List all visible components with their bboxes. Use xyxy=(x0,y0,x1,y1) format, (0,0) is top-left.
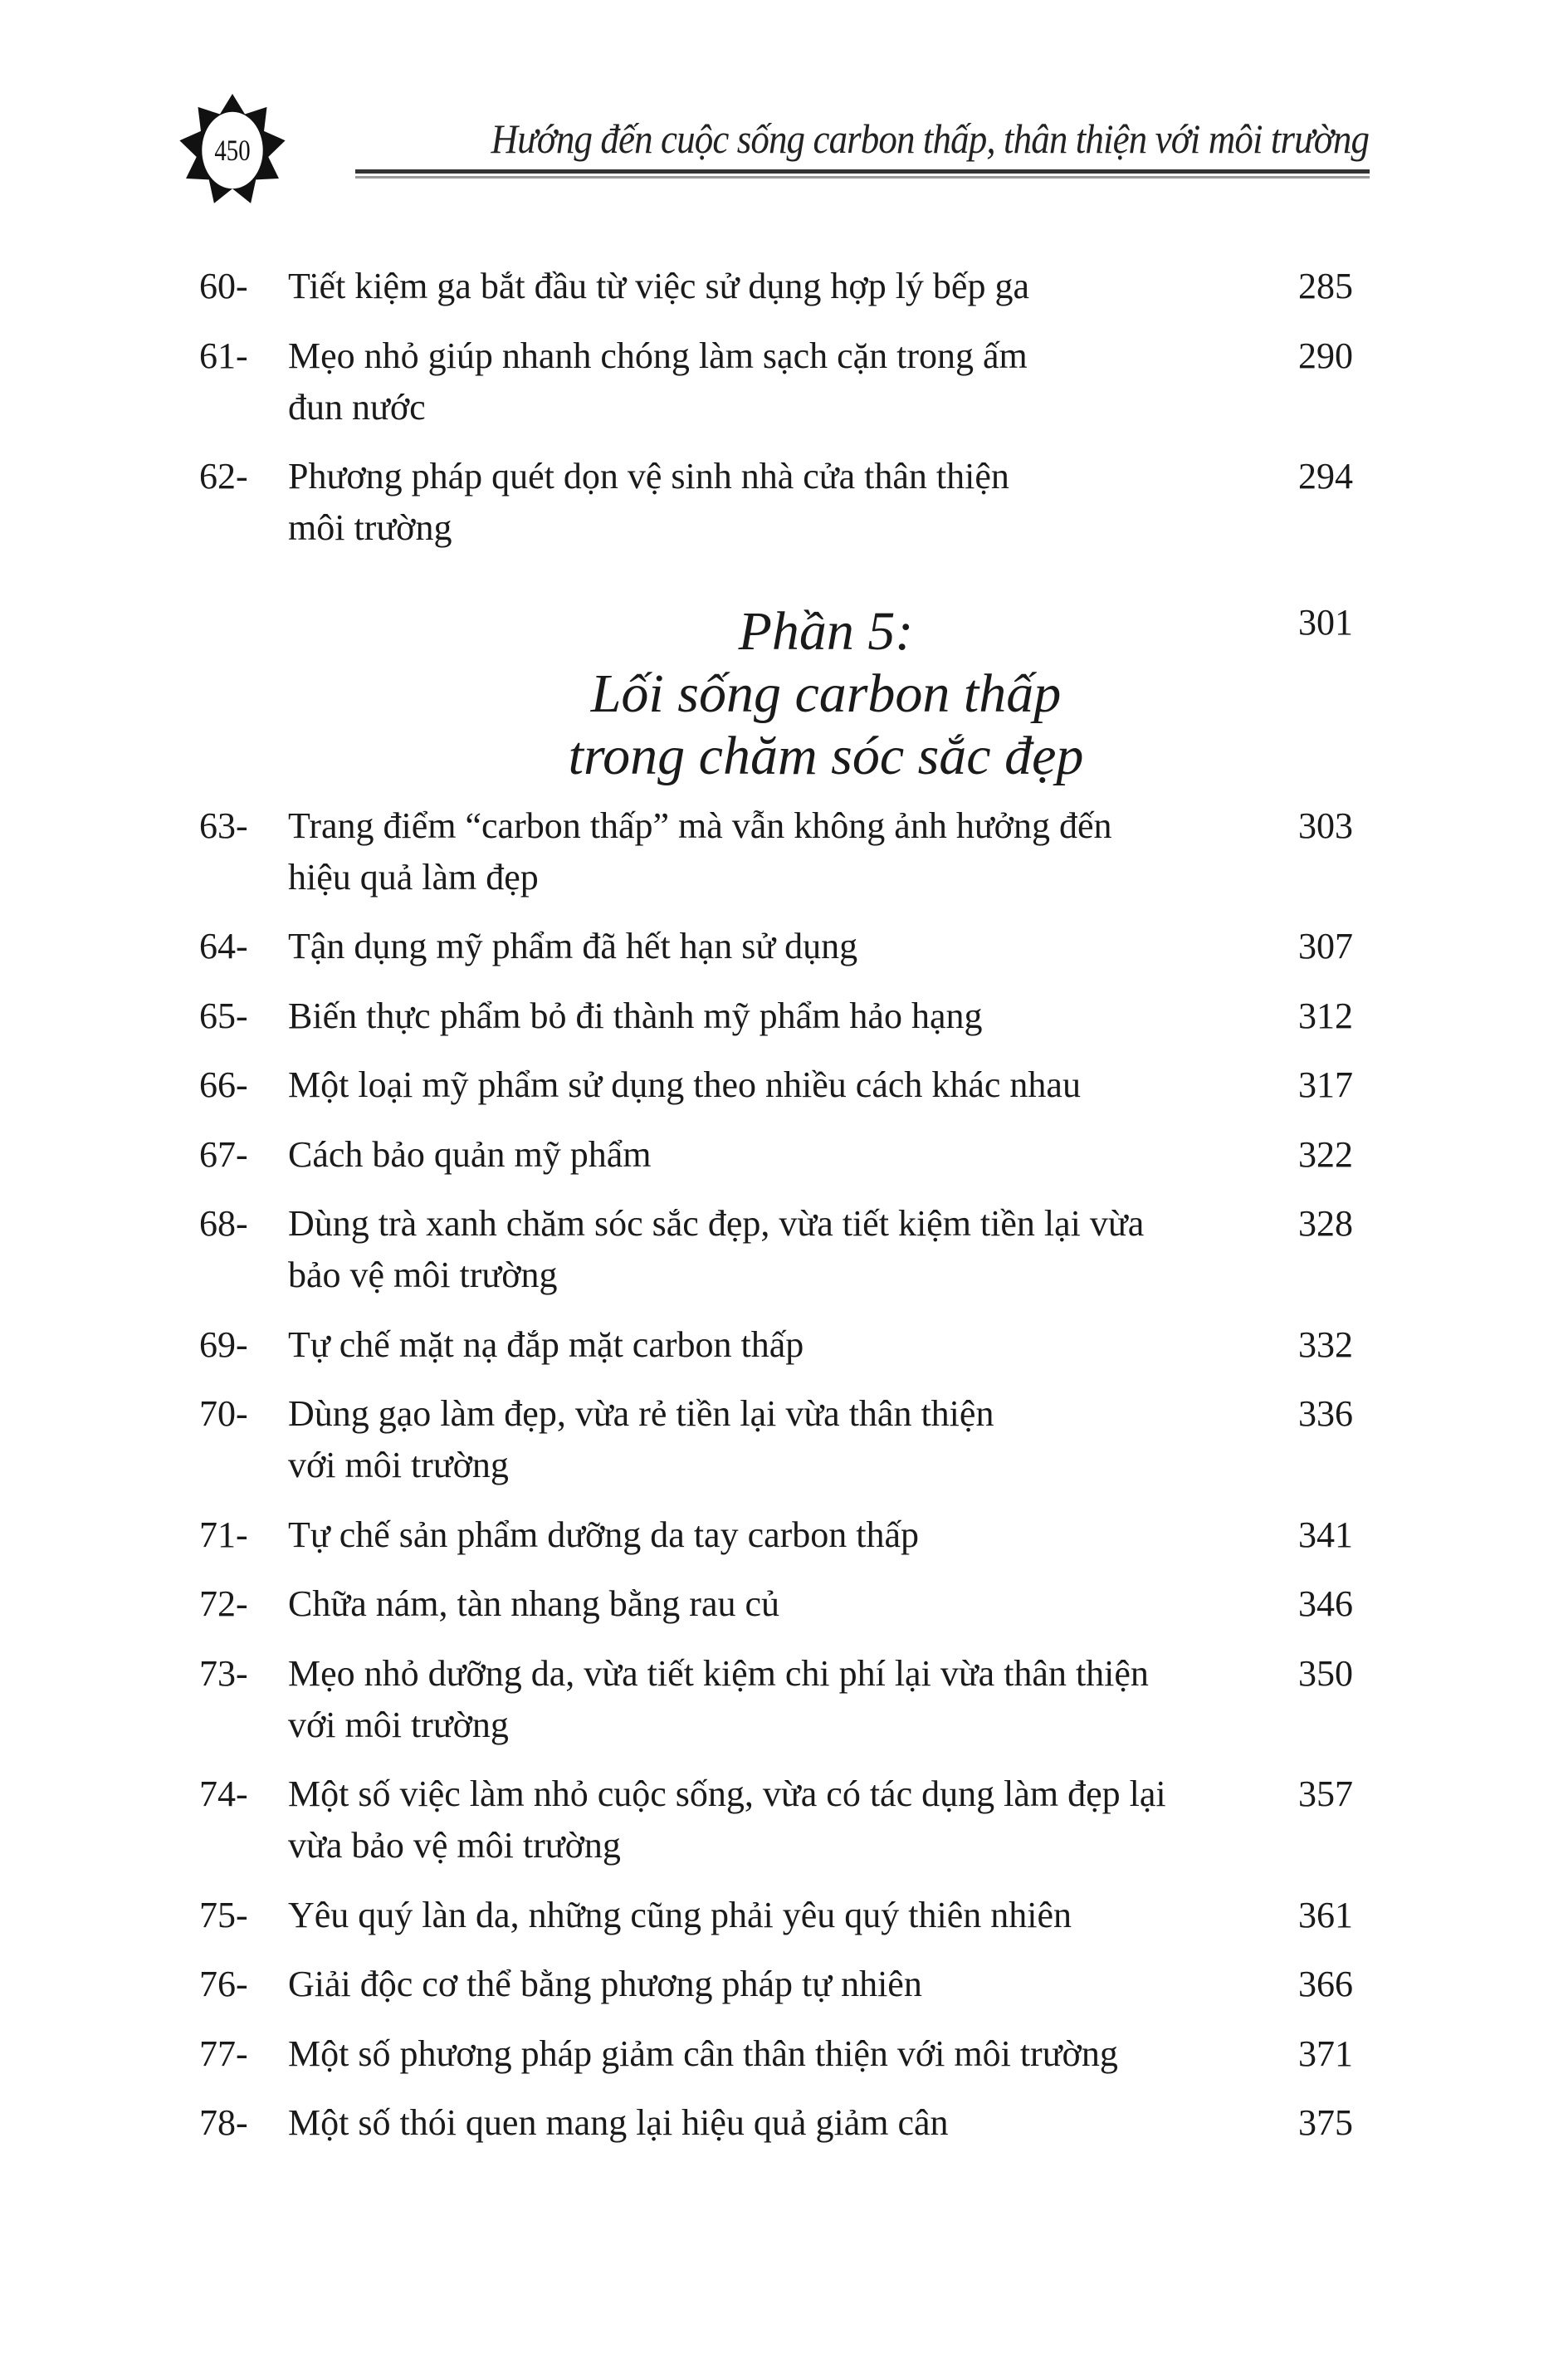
entry-number: 68- xyxy=(199,1203,248,1244)
page-number-badge xyxy=(176,91,289,209)
header-rule-secondary xyxy=(355,176,1370,179)
entry-page-number: 366 xyxy=(1298,1964,1353,2004)
entry-number: 72- xyxy=(199,1583,248,1624)
toc-entry xyxy=(199,1319,1353,1371)
entry-number: 71- xyxy=(199,1514,248,1555)
entry-title: Yêu quý làn da, những cũng phải yêu quý thiên nhiên xyxy=(288,1894,1072,1935)
entry-page-number: 307 xyxy=(1298,926,1353,966)
toc-entry xyxy=(199,2028,1353,2080)
entry-page-number: 322 xyxy=(1298,1133,1353,1175)
entry-title: Tự chế mặt nạ đắp mặt carbon thấp xyxy=(288,1323,804,1365)
entry-title: Giải độc cơ thể bằng phương pháp tự nhiên xyxy=(288,1964,922,2004)
entry-title: Một loại mỹ phẩm sử dụng theo nhiều cách khác nhau xyxy=(288,1064,1081,1105)
entry-number: 69- xyxy=(199,1323,248,1365)
entry-number: 70- xyxy=(199,1393,248,1434)
toc-entry xyxy=(199,1768,1353,1871)
toc-entry xyxy=(199,1198,1353,1301)
toc-entry xyxy=(199,1129,1353,1181)
entry-title: Dùng gạo làm đẹp, vừa rẻ tiền lại vừa thân thiện với môi trường xyxy=(288,1393,994,1485)
entry-number: 64- xyxy=(199,926,248,966)
header-rule xyxy=(355,169,1370,174)
entry-number: 63- xyxy=(199,805,248,846)
toc-entry xyxy=(199,1578,1353,1630)
toc-entry xyxy=(199,1959,1353,2010)
entry-title: Chữa nám, tàn nhang bằng rau củ xyxy=(288,1583,780,1624)
entry-number: 61- xyxy=(199,335,248,376)
entry-number: 62- xyxy=(199,456,248,497)
entry-number: 66- xyxy=(199,1064,248,1105)
entry-page-number: 357 xyxy=(1298,1773,1353,1814)
toc-entry xyxy=(199,261,1353,312)
entry-number: 60- xyxy=(199,266,248,306)
entry-page-number: 332 xyxy=(1298,1323,1353,1365)
toc-entry xyxy=(199,330,1353,433)
toc-entry xyxy=(199,1890,1353,1941)
entry-page-number: 285 xyxy=(1298,266,1353,306)
toc-entry xyxy=(199,800,1353,903)
entry-title: Mẹo nhỏ giúp nhanh chóng làm sạch cặn trong ấm đun nước xyxy=(288,335,1028,428)
entry-number: 74- xyxy=(199,1773,248,1814)
entry-title: Một số việc làm nhỏ cuộc sống, vừa có tác dụng làm đẹp lại vừa bảo vệ môi trường xyxy=(288,1773,1166,1866)
toc-entry xyxy=(199,1509,1353,1561)
entry-title: Tận dụng mỹ phẩm đã hết hạn sử dụng xyxy=(288,926,858,966)
entry-page-number: 361 xyxy=(1298,1894,1353,1935)
entry-title: Một số phương pháp giảm cân thân thiện với môi trường xyxy=(288,2033,1118,2074)
entry-page-number: 346 xyxy=(1298,1583,1353,1624)
entry-number: 67- xyxy=(199,1133,248,1175)
entry-number: 76- xyxy=(199,1964,248,2004)
entry-title: Biến thực phẩm bỏ đi thành mỹ phẩm hảo hạng xyxy=(288,995,983,1036)
section-label: Phần 5: xyxy=(738,600,914,662)
entry-title: Một số thói quen mang lại hiệu quả giảm cân xyxy=(288,2102,949,2143)
toc-entry xyxy=(199,1059,1353,1111)
entry-page-number: 328 xyxy=(1298,1203,1353,1244)
table-of-contents xyxy=(199,261,1353,2167)
entry-number: 75- xyxy=(199,1894,248,1935)
page-number: 450 xyxy=(214,134,251,167)
entry-number: 73- xyxy=(199,1652,248,1694)
toc-entry xyxy=(199,991,1353,1042)
entry-title: Tiết kiệm ga bắt đầu từ việc sử dụng hợp lý bếp ga xyxy=(288,266,1029,306)
section-title-line-1: Lối sống carbon thấp xyxy=(590,663,1062,724)
entry-title: Phương pháp quét dọn vệ sinh nhà cửa thân thiện môi trường xyxy=(288,456,1009,548)
toc-entry xyxy=(199,1388,1353,1491)
entry-title: Trang điểm “carbon thấp” mà vẫn không ảnh hưởng đến hiệu quả làm đẹp xyxy=(288,805,1112,898)
entry-title: Mẹo nhỏ dưỡng da, vừa tiết kiệm chi phí lại vừa thân thiện với môi trường xyxy=(288,1652,1149,1745)
entry-page-number: 341 xyxy=(1298,1514,1353,1555)
entry-page-number: 375 xyxy=(1298,2102,1353,2143)
entry-number: 77- xyxy=(199,2033,248,2074)
entry-title: Dùng trà xanh chăm sóc sắc đẹp, vừa tiết kiệm tiền lại vừa bảo vệ môi trường xyxy=(288,1203,1145,1295)
entry-page-number: 290 xyxy=(1298,335,1353,376)
toc-entry xyxy=(199,2097,1353,2149)
running-title: Hướng đến cuộc sống carbon thấp, thân thiện với môi trường xyxy=(491,115,1369,162)
entry-number: 65- xyxy=(199,995,248,1036)
entry-page-number: 371 xyxy=(1298,2033,1353,2074)
entry-page-number: 350 xyxy=(1298,1652,1353,1694)
entry-page-number: 294 xyxy=(1298,456,1353,497)
section-page-number: 301 xyxy=(1298,601,1353,643)
entry-title: Tự chế sản phẩm dưỡng da tay carbon thấp xyxy=(288,1514,920,1555)
entry-page-number: 312 xyxy=(1298,995,1353,1036)
section-heading xyxy=(199,572,1353,787)
entry-title: Cách bảo quản mỹ phẩm xyxy=(288,1133,652,1175)
entry-page-number: 303 xyxy=(1298,805,1353,846)
entry-page-number: 317 xyxy=(1298,1064,1353,1105)
entry-number: 78- xyxy=(199,2102,248,2143)
entry-page-number: 336 xyxy=(1298,1393,1353,1434)
toc-entry xyxy=(199,1648,1353,1751)
toc-entry xyxy=(199,921,1353,972)
section-title-line-2: trong chăm sóc sắc đẹp xyxy=(568,725,1084,786)
toc-entry xyxy=(199,451,1353,554)
